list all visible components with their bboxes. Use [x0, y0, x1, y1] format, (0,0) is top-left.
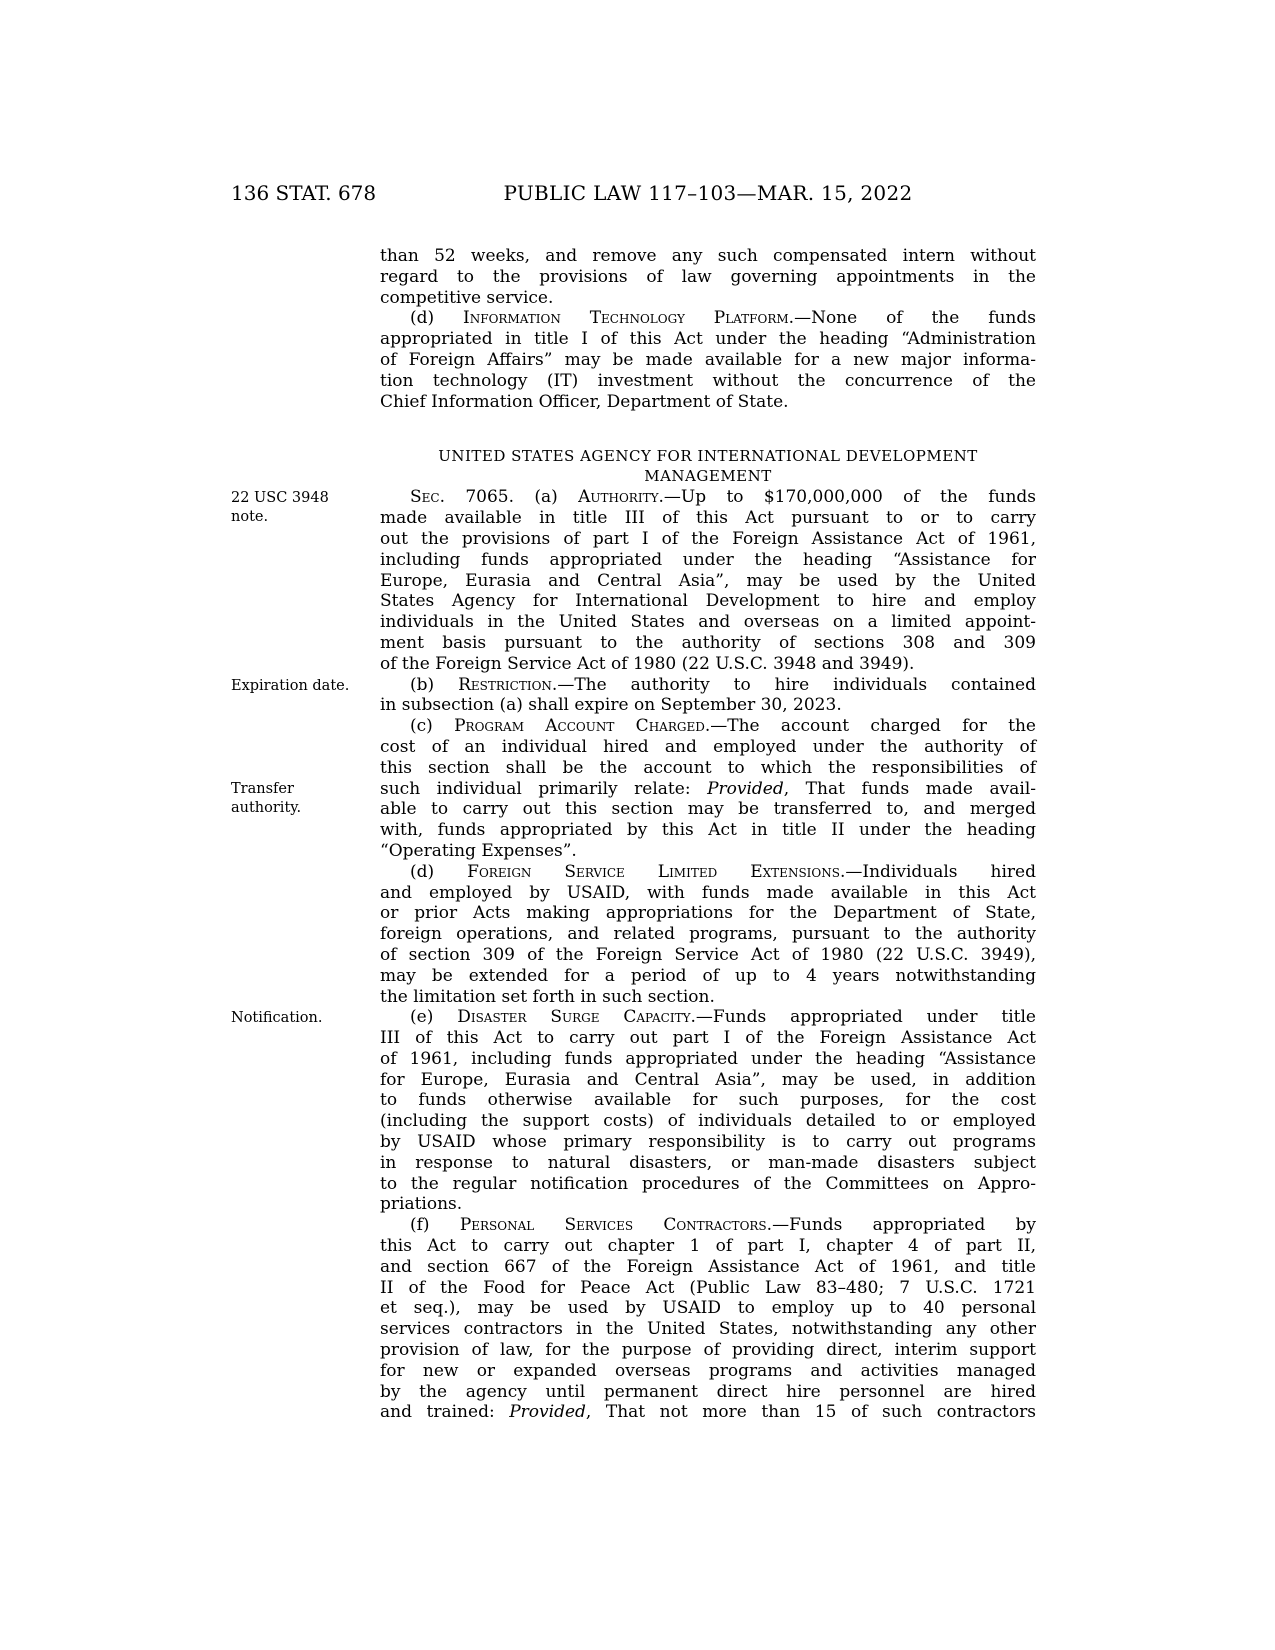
body-line: with, funds appropriated by this Act in title II under the heading	[380, 820, 1036, 841]
body-line: II of the Food for Peace Act (Public Law 83–480; 7 U.S.C. 1721	[380, 1277, 1036, 1298]
body-line: (c) Program Account Charged.—The account charged for the	[410, 716, 1036, 737]
body-line: States Agency for International Development to hire and employ	[380, 591, 1036, 612]
stat-citation: 136 STAT. 678	[231, 181, 377, 205]
body-line: (e) Disaster Surge Capacity.—Funds appropriated under title	[410, 1007, 1036, 1028]
body-line: appropriated in title I of this Act under the heading “Administration	[380, 329, 1036, 350]
body-line: services contractors in the United States, notwithstanding any other	[380, 1319, 1036, 1340]
small-caps-text: Personal Services Contractors	[459, 1215, 767, 1236]
margin-note-line: Transfer	[231, 781, 294, 797]
body-line: (d) Information Technology Platform.—None of the funds	[410, 308, 1036, 329]
body-line: cost of an individual hired and employed under the authority of	[380, 736, 1036, 757]
body-line: may be extended for a period of up to 4 years notwithstanding	[380, 965, 1036, 986]
margin-note-usc	[231, 489, 371, 526]
small-caps-text: Information Technology Platform	[463, 308, 789, 329]
body-line: foreign operations, and related programs, pursuant to the authority	[380, 924, 1036, 945]
small-caps-text: Sec.	[410, 487, 445, 508]
document-body	[380, 246, 1036, 1423]
body-line: for Europe, Eurasia and Central Asia”, may be used, in addition	[380, 1069, 1036, 1090]
small-caps-text: Foreign Service Limited Extensions	[467, 861, 840, 882]
body-line: than 52 weeks, and remove any such compensated intern without	[380, 246, 1036, 266]
body-line: out the provisions of part I of the Foreign Assistance Act of 1961,	[380, 528, 1036, 549]
document-body-post-heading	[380, 487, 1036, 1423]
margin-note-line: 22 USC 3948	[231, 490, 329, 506]
body-line: and employed by USAID, with funds made available in this Act	[380, 882, 1036, 903]
body-line: in subsection (a) shall expire on September 30, 2023.	[380, 695, 842, 716]
paragraph	[380, 1215, 1036, 1423]
body-line: and trained: Provided, That not more than 15 of such contractors	[380, 1402, 1036, 1423]
body-line: competitive service.	[380, 287, 554, 308]
section-heading	[380, 446, 1036, 486]
margin-note-line: Expiration date.	[231, 678, 350, 694]
small-caps-text: Authority	[578, 487, 659, 508]
body-line: regard to the provisions of law governing appointments in the	[380, 266, 1036, 287]
body-line: tion technology (IT) investment without the concurrence of the	[380, 370, 1036, 391]
document-body-pre-heading	[380, 246, 1036, 412]
paragraph	[380, 1007, 1036, 1215]
body-line: in response to natural disasters, or man-made disasters subject	[380, 1152, 1036, 1173]
body-line: this section shall be the account to which the responsibilities of	[380, 757, 1036, 778]
body-line: ment basis pursuant to the authority of sections 308 and 309	[380, 632, 1036, 653]
italic-text: Provided	[707, 778, 784, 799]
body-line: to the regular notification procedures of the Committees on Appro-	[380, 1173, 1036, 1194]
body-line: this Act to carry out chapter 1 of part I, chapter 4 of part II,	[380, 1236, 1036, 1257]
paragraph	[380, 246, 1036, 308]
italic-text: Provided	[509, 1402, 586, 1423]
body-line: or prior Acts making appropriations for the Department of State,	[380, 903, 1036, 924]
body-line: (f) Personal Services Contractors.—Funds appropriated by	[410, 1215, 1036, 1236]
margin-note-line: note.	[231, 508, 269, 525]
body-line: of 1961, including funds appropriated under the heading “Assistance	[380, 1048, 1036, 1069]
body-line: Europe, Eurasia and Central Asia”, may be used by the United	[380, 570, 1036, 591]
body-line: (b) Restriction.—The authority to hire individuals contained	[410, 674, 1036, 695]
body-line: “Operating Expenses”.	[380, 840, 577, 861]
body-line: the limitation set forth in such section.	[380, 986, 715, 1007]
small-caps-text: Restriction	[458, 674, 552, 695]
margin-note-notification	[231, 1009, 371, 1028]
small-caps-text: Program Account Charged	[454, 716, 705, 737]
body-line: Chief Information Officer, Department of State.	[380, 391, 789, 412]
body-line: for new or expanded overseas programs and activities managed	[380, 1360, 1036, 1381]
body-line: (d) Foreign Service Limited Extensions.—Individuals hired	[410, 861, 1036, 882]
body-line: such individual primarily relate: Provided, That funds made avail-	[380, 778, 1036, 799]
body-line: individuals in the United States and overseas on a limited appoint-	[380, 612, 1036, 633]
paragraph	[380, 716, 1036, 862]
body-line: provision of law, for the purpose of providing direct, interim support	[380, 1340, 1036, 1361]
body-line: and section 667 of the Foreign Assistance Act of 1961, and title	[380, 1256, 1036, 1277]
body-line: of the Foreign Service Act of 1980 (22 U.S.C. 3948 and 3949).	[380, 653, 915, 674]
paragraph	[380, 675, 1036, 717]
body-line: able to carry out this section may be transferred to, and merged	[380, 799, 1036, 820]
body-line: including funds appropriated under the heading “Assistance for	[380, 549, 1036, 570]
body-line: to funds otherwise available for such purposes, for the cost	[380, 1090, 1036, 1111]
law-citation: PUBLIC LAW 117–103—MAR. 15, 2022	[503, 181, 913, 205]
body-line: of section 309 of the Foreign Service Act of 1980 (22 U.S.C. 3949),	[380, 944, 1036, 965]
small-caps-text: Disaster Surge Capacity	[457, 1007, 691, 1028]
paragraph	[380, 862, 1036, 1008]
paragraph	[380, 487, 1036, 674]
body-line: III of this Act to carry out part I of the Foreign Assistance Act	[380, 1028, 1036, 1049]
body-line: Sec. 7065. (a) Authority.—Up to $170,000,000 of the funds	[410, 487, 1036, 508]
body-line: priations.	[380, 1194, 463, 1215]
body-line: made available in title III of this Act pursuant to or to carry	[380, 508, 1036, 529]
body-line: of Foreign Affairs” may be made available for a new major informa-	[380, 349, 1036, 370]
body-line: (including the support costs) of individuals detailed to or employed	[380, 1111, 1036, 1132]
paragraph	[380, 308, 1036, 412]
margin-note-expiration	[231, 677, 371, 696]
margin-note-transfer	[231, 780, 371, 817]
body-line: by USAID whose primary responsibility is to carry out programs	[380, 1132, 1036, 1153]
body-line: et seq.), may be used by USAID to employ up to 40 personal	[380, 1298, 1036, 1319]
section-heading-line: UNITED STATES AGENCY FOR INTERNATIONAL DEVELOPMENT	[438, 447, 978, 466]
margin-note-line: Notification.	[231, 1010, 323, 1026]
section-heading-line: MANAGEMENT	[644, 467, 772, 486]
body-line: by the agency until permanent direct hire personnel are hired	[380, 1381, 1036, 1402]
margin-note-line: authority.	[231, 799, 302, 816]
